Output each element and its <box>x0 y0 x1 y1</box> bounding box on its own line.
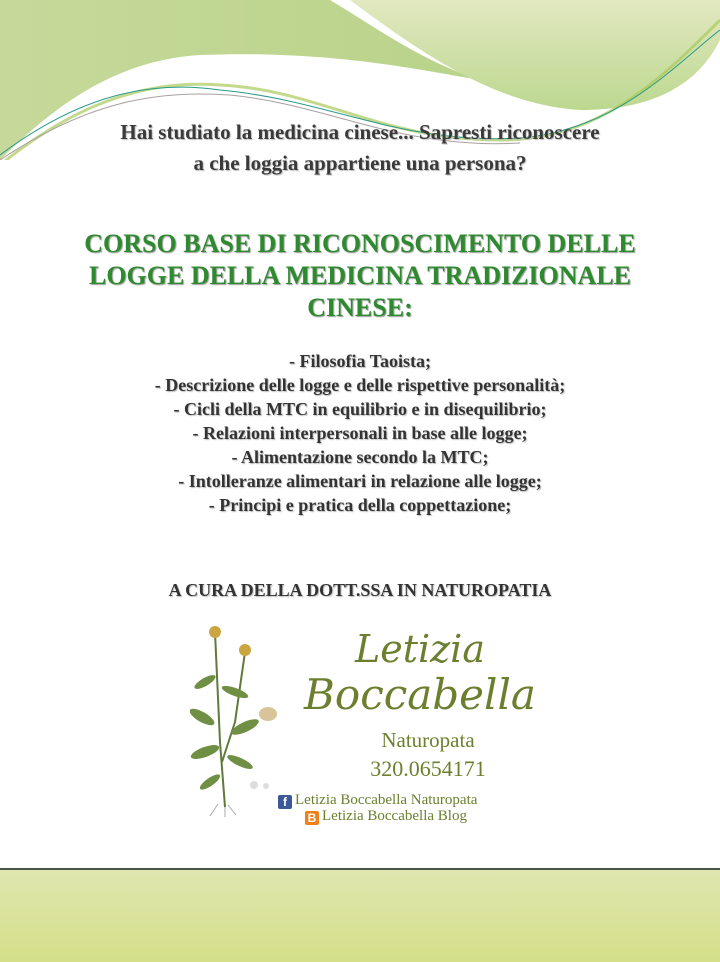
course-title-line-2: LOGGE DELLA MEDICINA TRADIZIONALE <box>88 261 632 290</box>
logo-first-name: Letizia <box>355 627 485 671</box>
course-title-line-1: CORSO BASE DI RICONOSCIMENTO DELLE <box>84 229 636 258</box>
phone-number: 320.0654171 <box>370 756 486 781</box>
credit-line: A CURA DELLA DOTT.SSA IN NATUROPATIA <box>168 580 552 600</box>
blogger-icon: B <box>305 811 319 825</box>
topic-item: - Filosofia Taoista; <box>288 351 431 371</box>
topic-item: - Relazioni interpersonali in base alle logge; <box>192 423 528 443</box>
topic-item: - Intolleranze alimentari in relazione alle logge; <box>178 471 542 491</box>
course-title-line-3: CINESE: <box>307 293 413 322</box>
blog-link[interactable] <box>305 808 467 825</box>
topic-item: - Principi e pratica della coppettazione; <box>208 495 512 515</box>
logo-last-name: Boccabella <box>304 670 536 719</box>
topic-item: - Alimentazione secondo la MTC; <box>231 447 489 467</box>
logo-profession: Naturopata <box>381 728 475 752</box>
facebook-icon: f <box>278 795 292 809</box>
facebook-link[interactable] <box>278 792 477 809</box>
facebook-label: Letizia Boccabella Naturopata <box>295 792 478 808</box>
plant-illustration <box>190 622 280 817</box>
intro-question-line-1: Hai studiato la medicina cinese... Sapresti riconoscere <box>120 120 600 144</box>
intro-question-line-2: a che loggia appartiene una persona? <box>193 151 527 175</box>
footer-band <box>0 868 720 962</box>
blog-label: Letizia Boccabella Blog <box>322 808 467 824</box>
topic-item: - Descrizione delle logge e delle rispettive personalità; <box>154 375 566 395</box>
topic-item: - Cicli della MTC in equilibrio e in disequilibrio; <box>173 399 547 419</box>
